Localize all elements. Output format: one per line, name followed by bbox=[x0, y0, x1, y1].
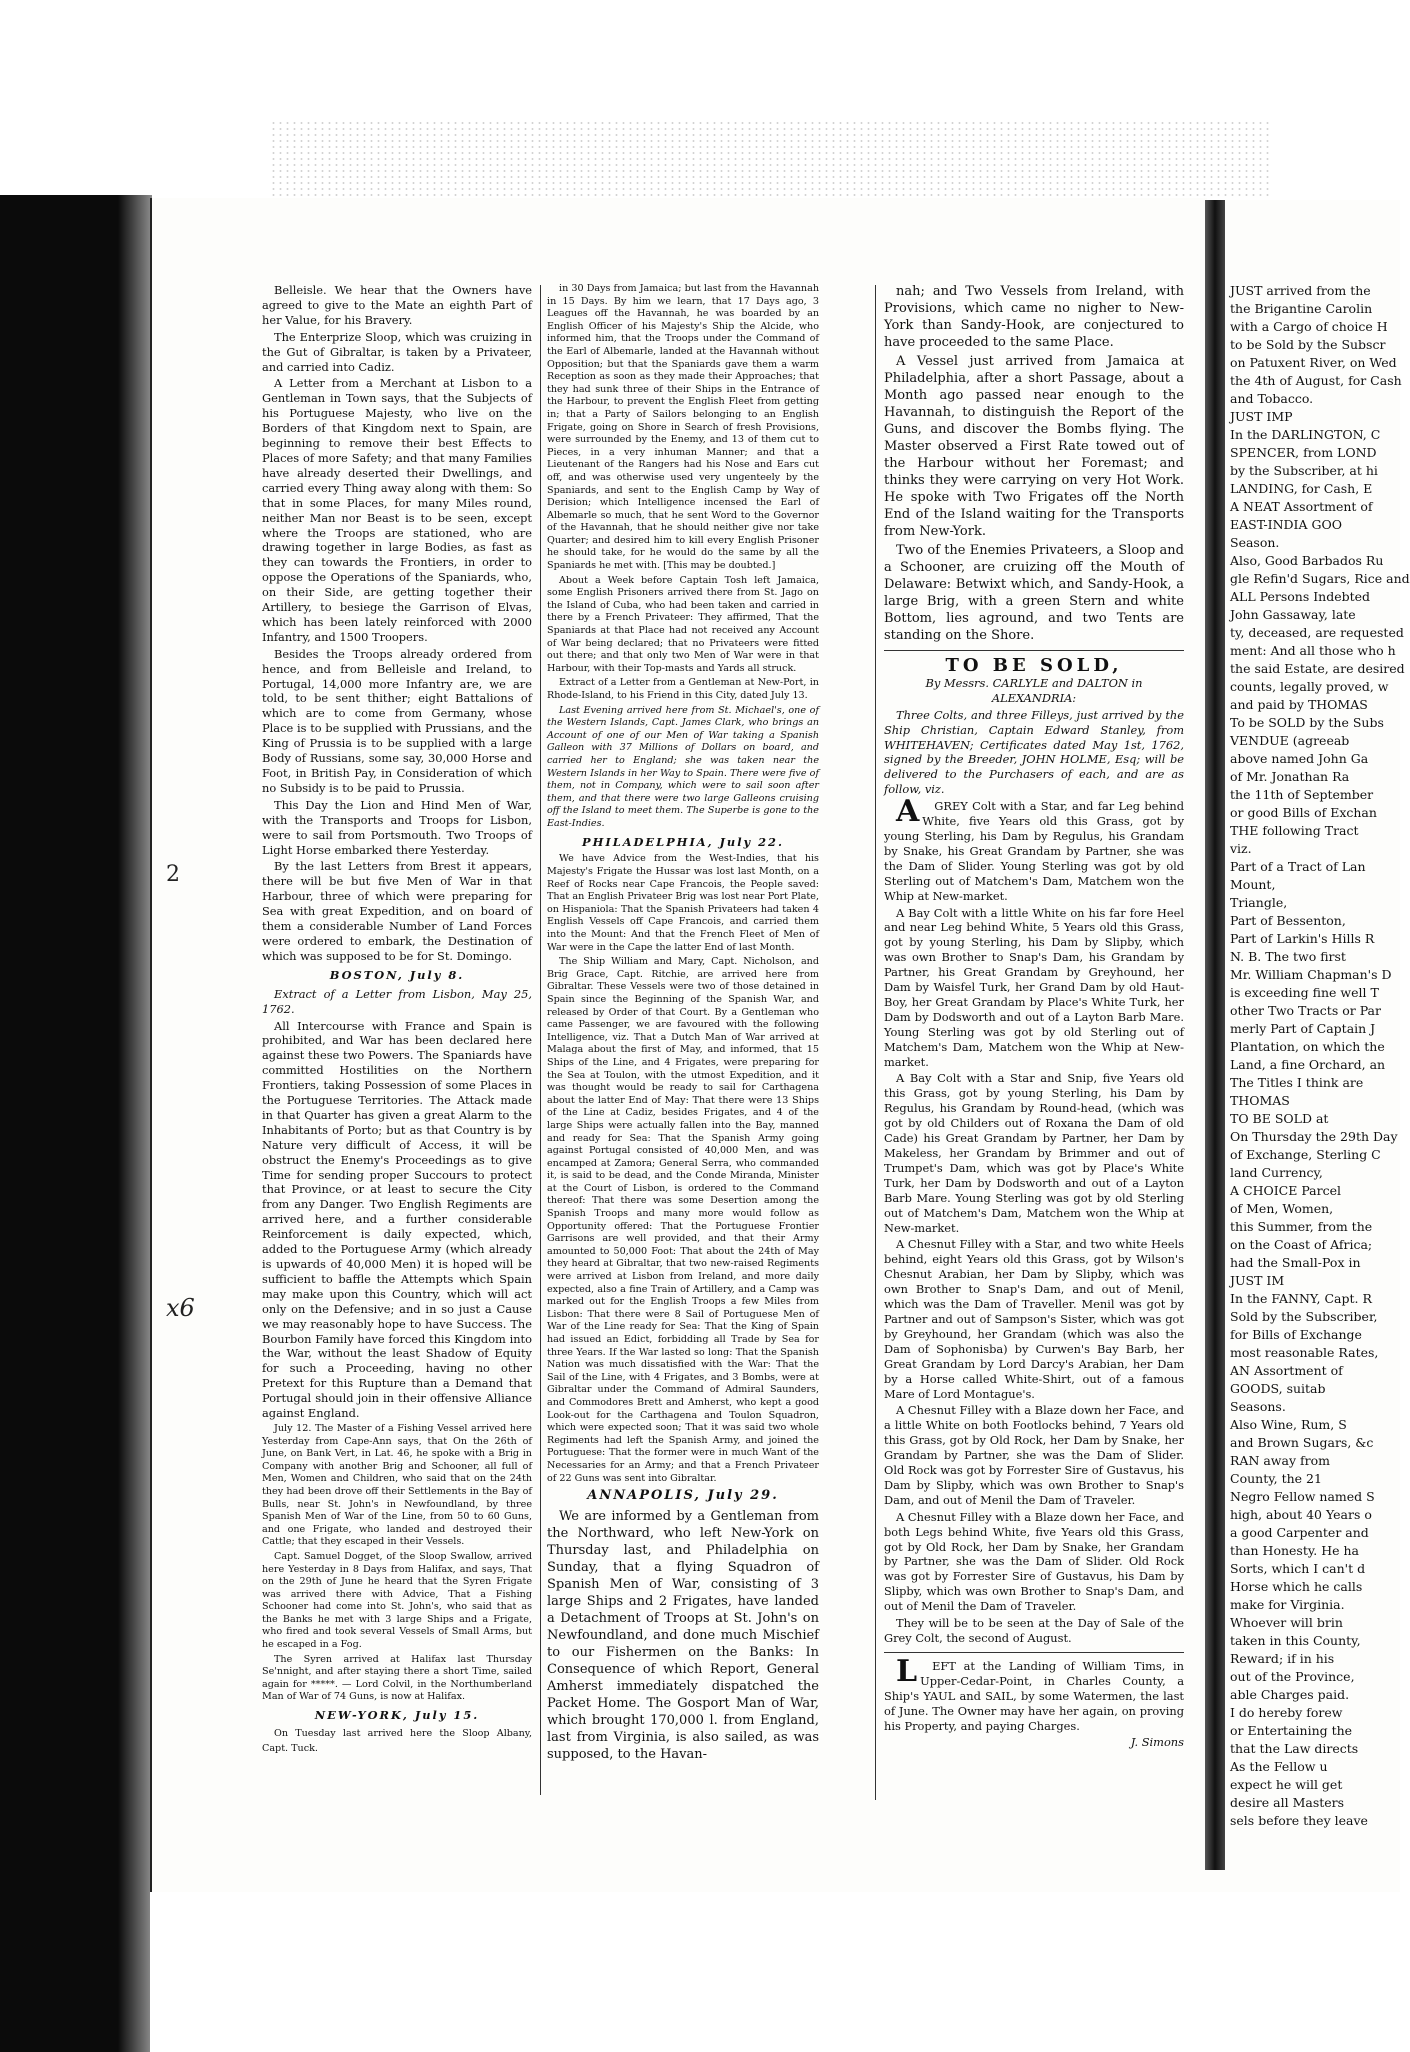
adjacent-column-line: A CHOICE Parcel bbox=[1230, 1183, 1341, 1198]
adjacent-column-line: above named John Ga bbox=[1230, 751, 1369, 766]
adjacent-column-line: viz. bbox=[1230, 841, 1252, 856]
adjacent-column-line: Also Wine, Rum, S bbox=[1230, 1417, 1347, 1432]
horse-listing: A Chesnut Filley with a Star, and two white Heels behind, eight Years old this Grass, got by Wilson's Chesnut Arabian, her Dam by Slipby, which was own Brother to Snap's Dam, and out of Menil, which was the Dam of Traveller. Menil was got by Partner and out of Sampson's Sister, which was got by Greyhound, her Grandam (which was also the Dam of Sophonisba) by Curwen's Bay Barb, her Great Grandam by Lord Darcy's Arabian, her Dam by a Horse called White-Shirt, out of a famous Mare of Lord Montague's. bbox=[884, 1237, 1184, 1401]
adjacent-column-line: Mr. William Chapman's D bbox=[1230, 967, 1392, 982]
section-divider bbox=[884, 650, 1184, 651]
horse-listing: A Bay Colt with a Star and Snip, five Years old this Grass, got by young Sterling, his Dam by Regulus, his Grandam by Round-head, (which was got by old Childers out of Roxana the Dam of old Cade) his Great Grandam by Partner, her Dam by Makeless, her Grandam by Brimmer and out of Trumpet's Dam, which was got by Place's White Turk, her Dam by Dodsworth and out of a Layton Barb Mare. Young Sterling was got by old Sterling out of Matchem's Dam, Matchem won the Whip at New-market. bbox=[884, 1071, 1184, 1235]
dateline-heading: BOSTON, July 8. bbox=[329, 967, 465, 982]
paragraph: On Tuesday last arrived here the Sloop Albany, Capt. Tuck. bbox=[262, 1727, 532, 1754]
paragraph: We have Advice from the West-Indies, that his Majesty's Frigate the Hussar was lost last Month, on a Reef of Rocks near Cape Francois, the People saved: That an English Privateer Brig was lost near Port Plate, on Hispaniola: That the Spanish Privateers had taken 4 English Vessels off Cape Francois, and carried them into the Mount: And that the French Fleet of Men of War were in the Cape the latter End of last Month. bbox=[547, 853, 819, 953]
paragraph: A Letter from a Merchant at Lisbon to a Gentleman in Town says, that the Subjects of his Portuguese Majesty, who live on the Borders of that Kingdom next to Spain, are beginning to remove their best Effects to Places of more Safety; and that many Families have already deserted their Dwellings, and carried every Thing away along with them: So that in some Places, for many Miles round, neither Man nor Beast is to be seen, except where the Troops are stationed, who are drawing together in large Bodies, as fast as they can towards the Frontiers, in order to oppose the Operations of the Spaniards, who, on their Side, are getting together their Artillery, to besiege the Garrison of Elvas, which has been lately reinforced with 2000 Infantry, and 1500 Troopers. bbox=[262, 376, 532, 644]
dateline-heading: NEW-YORK, July 15. bbox=[314, 1708, 480, 1723]
adjacent-column-line: RAN away from bbox=[1230, 1453, 1330, 1468]
adjacent-column-line: Sorts, which I can't d bbox=[1230, 1561, 1366, 1576]
letter-extract-title: Extract of a Letter from a Gentleman at New-Port, in Rhode-Island, to his Friend in this City, dated July 13. bbox=[547, 677, 819, 701]
bottom-margin bbox=[150, 1892, 1400, 2052]
section-divider bbox=[884, 1652, 1184, 1653]
adjacent-column-line: As the Fellow u bbox=[1230, 1759, 1328, 1774]
adjacent-column-line: to be Sold by the Subscr bbox=[1230, 337, 1386, 352]
advertisement-byline: By Messrs. CARLYLE and DALTON in ALEXANDRIA: bbox=[925, 675, 1143, 705]
paragraph: By the last Letters from Brest it appears, there will be but five Men of War in that Harbour, three of which were preparing for Sea with great Expedition, and on board of them a considerable Number of Land Forces were ordered to embark, the Destination of which was supposed to be for St. Domingo. bbox=[262, 859, 532, 963]
adjacent-column-line: land Currency, bbox=[1230, 1165, 1323, 1180]
adjacent-column-line: make for Virginia. bbox=[1230, 1597, 1345, 1612]
adjacent-column-line: the 4th of August, for Cash bbox=[1230, 373, 1402, 388]
adjacent-column-line: out of the Province, bbox=[1230, 1669, 1355, 1684]
adjacent-column-line: Part of a Tract of Lan bbox=[1230, 859, 1366, 874]
adjacent-column-line: Seasons. bbox=[1230, 1399, 1286, 1414]
adjacent-column-line: most reasonable Rates, bbox=[1230, 1345, 1379, 1360]
adjacent-column-line: EAST-INDIA GOO bbox=[1230, 517, 1342, 532]
adjacent-column-line: Also, Good Barbados Ru bbox=[1230, 553, 1384, 568]
paragraph: July 12. The Master of a Fishing Vessel arrived here Yesterday from Cape-Ann says, that On the 26th of June, on Bank Vert, in Lat. 46, he spoke with a Brig in Company with another Brig and Schooner, all full of Men, Women and Children, who said that on the 24th they had been drove off their Settlements in the Bay of Bulls, near St. John's in Newfoundland, by three Spanish Men of War of the Line, from 50 to 60 Guns, and one Frigate, who landed and destroyed their Cattle; that they escaped in their Vessels. bbox=[262, 1422, 532, 1548]
column-rule bbox=[540, 285, 541, 1795]
adjacent-column-line: gle Refin'd Sugars, Rice and bbox=[1230, 571, 1410, 586]
advertisement-intro: Three Colts, and three Filleys, just arrived by the Ship Christian, Captain Edward Stanley, from WHITEHAVEN; Certificates dated May 1st, 1762, signed by the Breeder, JOHN HOLME, Esq; will be delivered to the Purchasers of each, and are as follow, viz. bbox=[884, 707, 1184, 797]
top-margin bbox=[0, 0, 1400, 200]
horse-listing: A Chesnut Filley with a Blaze down her Face, and a little White on both Footlocks behind, 7 Years old this Grass, got by Old Rock, her Dam by Snake, her Grandam by Partner, she was the Dam of Slider. Old Rock was got by Forrester Sire of Gustavus, his Dam by Slipby, which was own Brother to Snap's Dam, and out of Menil the Dam of Traveler. bbox=[884, 1403, 1184, 1507]
adjacent-column-line: ALL Persons Indebted bbox=[1230, 589, 1371, 604]
binding-shadow bbox=[118, 195, 152, 2052]
adjacent-column-line: had the Small-Pox in bbox=[1230, 1255, 1361, 1270]
margin-numeral: 2 bbox=[166, 862, 180, 887]
paragraph: This Day the Lion and Hind Men of War, with the Transports and Troops for Lisbon, were to sail from Portsmouth. Two Troops of Light Horse embarked there Yesterday. bbox=[262, 797, 532, 857]
adjacent-column-line: counts, legally proved, w bbox=[1230, 679, 1389, 694]
adjacent-column-line: or Entertaining the bbox=[1230, 1723, 1353, 1738]
paragraph: Two of the Enemies Privateers, a Sloop and a Schooner, are cruizing off the Mouth of Delaware: Betwixt which, and Sandy-Hook, a large Brig, with a green Stern and white Bottom, lies aground, and two Tents are standing on the Shore. bbox=[884, 543, 1184, 643]
adjacent-column-line: than Honesty. He ha bbox=[1230, 1543, 1359, 1558]
adjacent-column-line: of Exchange, Sterling C bbox=[1230, 1147, 1381, 1162]
horse-listing: AGREY Colt with a Star, and far Leg behind White, five Years old this Grass, got by young Sterling, his Dam by Regulus, his Grandam by Snake, his Great Grandam by Partner, she was the Dam of Slider. Young Sterling was got by old Sterling out of Matchem's Dam, Matchem won the Whip at New-market. bbox=[884, 794, 1184, 903]
margin-cross-mark: x6 bbox=[166, 1294, 195, 1322]
paragraph: Belleisle. We hear that the Owners have agreed to give to the Mate an eighth Part of her Value, for his Bravery. bbox=[262, 283, 532, 327]
handwritten-signature: J. Simons bbox=[1130, 1735, 1184, 1750]
book-binding bbox=[0, 195, 152, 2052]
adjacent-column-line: LANDING, for Cash, E bbox=[1230, 481, 1373, 496]
paragraph: The Syren arrived at Halifax last Thursday Se'nnight, and after staying there a short Time, sailed again for *****. — Lord Colvil, in the Northumberland Man of War of 74 Guns, is now at Halifax. bbox=[262, 1653, 532, 1703]
adjacent-column-line: John Gassaway, late bbox=[1230, 607, 1356, 622]
adjacent-column-line: VENDUE (agreeab bbox=[1230, 733, 1350, 748]
adjacent-column-line: N. B. The two first bbox=[1230, 949, 1346, 964]
adjacent-column-line: on the Coast of Africa; bbox=[1230, 1237, 1373, 1252]
paragraph: nah; and Two Vessels from Ireland, with Provisions, which came no nigher to New-York than Sandy-Hook, are conjectured to have proceeded to the same Place. bbox=[884, 284, 1184, 350]
adjacent-column-line: Season. bbox=[1230, 535, 1280, 550]
adjacent-column-line: The Titles I think are bbox=[1230, 1075, 1364, 1090]
adjacent-column-line: sels before they leave bbox=[1230, 1813, 1368, 1828]
adjacent-column-line: Horse which he calls bbox=[1230, 1579, 1363, 1594]
page-gutter bbox=[1205, 200, 1225, 1870]
notice-paragraph: LEFT at the Landing of William Tims, in Upper-Cedar-Point, in Charles County, a Ship's YAUL and SAIL, by some Watermen, the last of June. The Owner may have her again, on proving his Property, and paying Charges. bbox=[884, 1653, 1184, 1733]
adjacent-column-line: To be SOLD by the Subs bbox=[1230, 715, 1384, 730]
adjacent-column-line: TO BE SOLD at bbox=[1230, 1111, 1329, 1126]
paper-speckle bbox=[270, 120, 1270, 200]
adjacent-column-line: able Charges paid. bbox=[1230, 1687, 1350, 1702]
adjacent-column-line: Land, a fine Orchard, an bbox=[1230, 1057, 1386, 1072]
adjacent-column-line: merly Part of Captain J bbox=[1230, 1021, 1376, 1036]
dateline-heading: PHILADELPHIA, July 22. bbox=[582, 834, 784, 849]
adjacent-column-line: with a Cargo of choice H bbox=[1230, 319, 1388, 334]
adjacent-column-line: and Brown Sugars, &c bbox=[1230, 1435, 1374, 1450]
adjacent-column-line: taken in this County, bbox=[1230, 1633, 1361, 1648]
adjacent-column-line: that the Law directs bbox=[1230, 1741, 1359, 1756]
adjacent-column-line: AN Assortment of bbox=[1230, 1363, 1343, 1378]
adjacent-column-line: THOMAS bbox=[1230, 1093, 1290, 1108]
adjacent-column-line: Part of Bessenton, bbox=[1230, 913, 1346, 928]
column-three bbox=[884, 283, 1184, 1798]
adjacent-column-line: the 11th of September bbox=[1230, 787, 1374, 802]
adjacent-column-line: County, the 21 bbox=[1230, 1471, 1322, 1486]
adjacent-column-line: Sold by the Subscriber, bbox=[1230, 1309, 1378, 1324]
adjacent-page-column bbox=[1230, 283, 1410, 1828]
adjacent-column-line: JUST IMP bbox=[1230, 409, 1293, 424]
adjacent-column-line: this Summer, from the bbox=[1230, 1219, 1373, 1234]
adjacent-column-line: and paid by THOMAS bbox=[1230, 697, 1368, 712]
adjacent-column-line: on Patuxent River, on Wed bbox=[1230, 355, 1397, 370]
adjacent-column-line: GOODS, suitab bbox=[1230, 1381, 1326, 1396]
paragraph: All Intercourse with France and Spain is prohibited, and War has been declared here against these two Powers. The Spaniards have committed Hostilities on the Northern Frontiers, taking Possession of some Places in the Portuguese Territories. The Attack made in that Quarter has given a great Alarm to the Inhabitants of Porto; but as that Country is by Nature very difficult of Access, it will be obstruct the Enemy's Proceedings as to give Time for sending proper Succours to protect that Province, or at least to secure the City from any Danger. Two English Regiments are arrived here, and a further considerable Reinforcement is daily expected, which, added to the Portuguese Army (which already is upwards of 40,000 Men) it is hoped will be sufficient to baffle the Attempts which Spain may make upon this Country, which will act only on the Defensive; and in so just a Cause we may reasonably hope to have Success. The Bourbon Family have forced this Kingdom into the War, without the least Shadow of Equity for such a Proceeding, having no other Pretext for this Rupture than a Demand that Portugal should join in their offensive Alliance against England. bbox=[262, 1018, 532, 1421]
adjacent-column-line: ment: And all those who h bbox=[1230, 643, 1396, 658]
column-two bbox=[547, 283, 819, 1793]
adjacent-column-line: the said Estate, are desired bbox=[1230, 661, 1405, 676]
paragraph: About a Week before Captain Tosh left Jamaica, some English Prisoners arrived there from St. Jago on the Island of Cuba, who had been taken and carried in there by a French Privateer: They affirmed, That the Spaniards at that Place had not received any Account of War being declared; that no Privateers were fitted out there; and that only two Men of War were in that Harbour, with their Top-masts and Yards all struck. bbox=[547, 574, 819, 674]
adjacent-column-line: On Thursday the 29th Day bbox=[1230, 1129, 1398, 1144]
adjacent-column-line: THE following Tract bbox=[1230, 823, 1359, 838]
paragraph: We are informed by a Gentleman from the Northward, who left New-York on Thursday last, and Philadelphia on Sunday, that a flying Squadron of Spanish Men of War, consisting of 3 large Ships and 2 Frigates, have landed a Detachment of Troops at St. John's on Newfoundland, and done much Mischief to our Fishermen on the Banks: In Consequence of which Report, General Amherst immediately dispatched the Packet Home. The Gosport Man of War, which brought 170,000 l. from England, last from Virginia, is also sailed, as was supposed, to the Havan- bbox=[547, 1509, 819, 1763]
adjacent-column-line: Triangle, bbox=[1230, 895, 1288, 910]
adjacent-column-line: desire all Masters bbox=[1230, 1795, 1345, 1810]
adjacent-column-line: A NEAT Assortment of bbox=[1230, 499, 1373, 514]
horse-listing: A Chesnut Filley with a Blaze down her Face, and both Legs behind White, five Years old this Grass, got by Old Rock, her Dam by Snake, her Grandam by Partner, she was the Dam of Slider. Old Rock was got by Forrester Sire of Gustavus, his Dam by Slipby, which was own Brother to Snap's Dam, and out of Menil the Dam of Traveler. bbox=[884, 1509, 1184, 1614]
adjacent-column-line: ty, deceased, are requested bbox=[1230, 625, 1404, 640]
adjacent-column-line: by the Subscriber, at hi bbox=[1230, 463, 1378, 478]
adjacent-column-line: expect he will get bbox=[1230, 1777, 1343, 1792]
paragraph: A Vessel just arrived from Jamaica at Philadelphia, after a short Passage, about a Month ago passed near enough to the Havannah, to distinguish the Report of the Guns, and discover the Bombs flying. The Master observed a First Rate towed out of the Harbour without her Foremast; and thinks they were carrying on very Hot Work. He spoke with Two Frigates off the North End of the Island waiting for the Transports from New-York. bbox=[884, 354, 1184, 539]
adjacent-column-line: for Bills of Exchange bbox=[1230, 1327, 1362, 1342]
adjacent-column-line: a good Carpenter and bbox=[1230, 1525, 1369, 1540]
paragraph: Last Evening arrived here from St. Michael's, one of the Western Islands, Capt. James Clark, who brings an Account of one of our Men of War taking a Spanish Galleon with 37 Millions of Dollars on board, and carried her to England; she was taken near the Western Islands in her Way to Spain. There were five of them, not in Company, which were to sail soon after them, and that there were two large Galleons cruising off the Island to meet them. The Superbe is gone to the East-Indies. bbox=[547, 704, 819, 829]
column-one bbox=[262, 283, 532, 1793]
adjacent-column-line: other Two Tracts or Par bbox=[1230, 1003, 1381, 1018]
adjacent-column-line: of Mr. Jonathan Ra bbox=[1230, 769, 1350, 784]
paragraph: The Enterprize Sloop, which was cruizing in the Gut of Gibraltar, is taken by a Privateer, and carried into Cadiz. bbox=[262, 329, 532, 374]
adjacent-column-line: or good Bills of Exchan bbox=[1230, 805, 1377, 820]
adjacent-column-line: Reward; if in his bbox=[1230, 1651, 1335, 1666]
adjacent-column-line: is exceeding fine well T bbox=[1230, 985, 1379, 1000]
paragraph: in 30 Days from Jamaica; but last from the Havannah in 15 Days. By him we learn, that 17 Days ago, 3 Leagues off the Havannah, he was boarded by an English Officer of his Majesty's Ship the Alcide, who informed him, that the Troops under the Command of the Earl of Albemarle, landed at the Havannah without Opposition; but that the Spaniards gave them a warm Reception as soon as they made their Approaches; that they had sunk three of their Ships in the Entrance of the Harbour, to prevent the English Fleet from getting in; that a Party of Sailors belonging to an English Frigate, going on Shore in Search of fresh Provisions, were surrounded by the Enemy, and 13 of them cut to Pieces, in a very inhuman Manner; and that a Lieutenant of the Rangers had his Nose and Ears cut off, and was otherwise used very ungenteely by the Spaniards, and sent to the English Camp by Way of Derision; which Intelligence incensed the Earl of Albemarle so much, that he sent Word to the Governor of the Havannah, that he should neither give nor take Quarter; and desired him to kill every English Prisoner he should take, for he would do the same by all the Spaniards he met with. [This may be doubted.] bbox=[547, 283, 819, 572]
adjacent-column-line: In the FANNY, Capt. R bbox=[1230, 1291, 1372, 1306]
adjacent-column-line: Plantation, on which the bbox=[1230, 1039, 1385, 1054]
advertisement-title: TO BE SOLD, bbox=[945, 655, 1123, 676]
adjacent-column-line: high, about 40 Years o bbox=[1230, 1507, 1372, 1522]
advertisement-footer: They will be to be seen at the Day of Sale of the Grey Colt, the second of August. bbox=[884, 1616, 1184, 1645]
adjacent-column-line: and Tobacco. bbox=[1230, 391, 1314, 406]
adjacent-column-line: In the DARLINGTON, C bbox=[1230, 427, 1381, 442]
adjacent-column-line: Whoever will brin bbox=[1230, 1615, 1343, 1630]
adjacent-column-line: of Men, Women, bbox=[1230, 1201, 1334, 1216]
paragraph: The Ship William and Mary, Capt. Nicholson, and Brig Grace, Capt. Ritchie, are arrived here from Gibraltar. These Vessels were two of those detained in Spain since the Beginning of the Spanish War, and released by Order of that Court. By a Gentleman who came Passenger, we are favoured with the following Intelligence, viz. That a Dutch Man of War arrived at Malaga about the first of May, and informed, that 15 Ships of the Line, and 4 Frigates, were preparing for the Sea at Toulon, with the utmost Expedition, and it was thought would be ready to sail for Carthagena about the latter End of May: That there were 13 Ships of the Line at Cadiz, besides Frigates, and 4 of the large Ships were actually fallen into the Bay, manned and ready for Sea: That the Spanish Army going against Portugal consisted of 40,000 Men, and was encamped at Zamora; General Serra, who commanded it, is said to be dead, and the Conde Miranda, Minister at the Court of Lisbon, is ordered to the Command thereof: That there was some Desertion among the Spanish Troops and many more would follow as Opportunity offered: That the Portuguese Frontier Garrisons are well provided, and that their Army amounted to 50,000 Foot: That about the 24th of May they heard at Gibraltar, that two new-raised Regiments were arrived at Lisbon from Ireland, and more daily expected, also a fine Train of Artillery, and a Camp was marked out for the English Troops a few Miles from Lisbon: That there were 8 Sail of Portuguese Men of War of the Line ready for Sea: That the King of Spain had issued an Edict, forbidding all Trade by Sea for three Years. If the War lasted so long: That the Spanish Nation was much dissatisfied with the War: That the Sail of the Line, with 4 Frigates, and 3 Bombs, were at Gibraltar under the Command of Admiral Saunders, and Commodores Brett and Amherst, who kept a good Look-out for the Carthagena and Toulon Squadron, which were expected soon; That it was said two whole Regiments had left the Spanish Army, and joined the Portuguese: That the former were in much Want of the Necessaries for an Army; and that a French Privateer of 22 Guns was sent into Gibraltar. bbox=[547, 956, 819, 1484]
paragraph: Capt. Samuel Dogget, of the Sloop Swallow, arrived here Yesterday in 8 Days from Halifax, and says, That on the 29th of June he heard that the Syren Frigate was arrived there with Advice, That a Fishing Schooner had come into St. John's, who said that as the Banks he met with 3 large Ships and a Frigate, who fired and took several Vessels of Small Arms, but he escaped in a Fog. bbox=[262, 1550, 532, 1651]
adjacent-column-line: Part of Larkin's Hills R bbox=[1230, 931, 1375, 946]
adjacent-column-line: SPENCER, from LOND bbox=[1230, 445, 1377, 460]
adjacent-column-line: Mount, bbox=[1230, 877, 1276, 892]
adjacent-column-line: JUST IM bbox=[1230, 1273, 1285, 1288]
column-rule bbox=[875, 285, 876, 1800]
adjacent-column-line: Negro Fellow named S bbox=[1230, 1489, 1375, 1504]
paragraph: Besides the Troops already ordered from hence, and from Belleisle and Ireland, to Portugal, 14,000 more Infantry are, we are told, to be sent thither; eight Battalions of which are to come from Germany, whose Place is to be supplied with Prussians, and the King of Prussia is to be supplied with a large Body of Russians, some say, 30,000 Horse and Foot, in British Pay, in Consideration of which no Subsidy is to be paid to Prussia. bbox=[262, 646, 532, 795]
adjacent-column-line: I do hereby forew bbox=[1230, 1705, 1343, 1720]
adjacent-column-line: the Brigantine Carolin bbox=[1230, 301, 1373, 316]
horse-listing: A Bay Colt with a little White on his far fore Heel and near Leg behind White, 5 Years old this Grass, got by young Sterling, his Dam by Slipby, which was own Brother to Snap's Dam, his Grandam by Partner, his Great Grandam by Greyhound, her Dam by Waisfel Turk, her Grand Dam by old Haut-Boy, her Great Grandam by Place's White Turk, her Dam by Dodsworth and out of a Layton Barb Mare. Young Sterling was got by old Sterling out of Matchem's Dam, Matchem won the Whip at New-market. bbox=[884, 905, 1184, 1069]
adjacent-column-line: JUST arrived from the bbox=[1230, 283, 1371, 298]
dateline-heading: ANNAPOLIS, July 29. bbox=[587, 1488, 779, 1504]
letter-extract-title: Extract of a Letter from Lisbon, May 25, 1762. bbox=[262, 986, 532, 1016]
